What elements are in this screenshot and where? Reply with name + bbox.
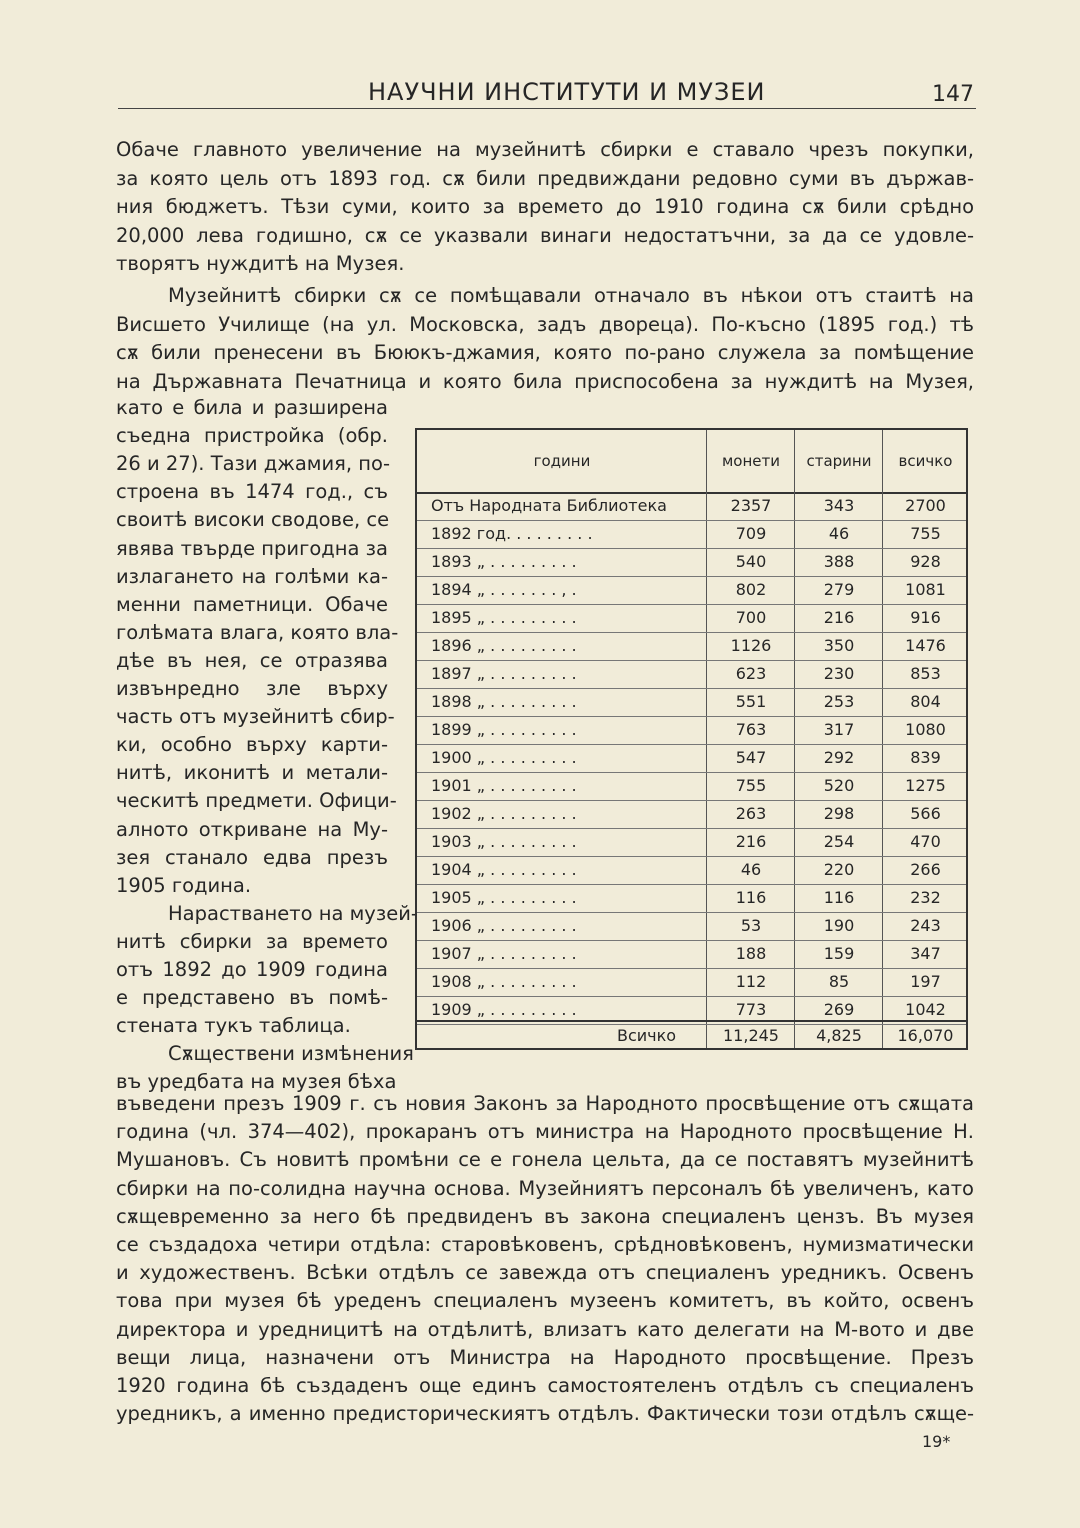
antiquities-cell: 520 [823,776,855,795]
row-label: 1896 „ . . . . . . . . . [431,636,577,655]
text-line: вещи лица, назначени отъ Министра на Народното просвѣщение. Презъ [116,1345,974,1369]
text-line: стената тукъ таблица. [116,1014,351,1038]
row-label: 1903 „ . . . . . . . . . [431,832,577,851]
text-line: сѫщевременно за него бѣ предвиденъ въ закона специаленъ цензъ. Въ музея [116,1204,974,1228]
text-line: сѫ били пренесени въ Бююкъ-джамия, която по-рано служела за помѣщение [116,341,974,364]
text-line: Музейнитѣ сбирки сѫ се помѣщавали отначало въ нѣкои отъ стаитѣ на [168,284,974,307]
text-line: излагането на голѣми ка- [116,564,388,588]
total-coins: 11,245 [723,1026,779,1045]
antiquities-cell: 254 [823,832,855,851]
text-line: е представено въ помѣ- [116,986,388,1010]
row-label: 1895 „ . . . . . . . . . [431,608,577,627]
coins-cell: 263 [735,804,767,823]
text-line: отъ 1892 до 1909 година [116,958,388,981]
antiquities-cell: 159 [823,944,855,963]
text-line: 26 и 27). Тази джамия, по- [116,452,391,476]
total-all: 16,070 [897,1026,954,1045]
coins-cell: 1126 [730,636,772,655]
antiquities-cell: 343 [823,496,855,515]
table-row [417,604,966,633]
table-row [417,856,966,885]
table-row [417,800,966,829]
coins-cell: 540 [735,552,767,571]
table-header-row [417,430,966,494]
museum-growth-table [415,428,968,1050]
text-line: въведени презъ 1909 г. съ новия Законъ за Народното просвѣщение отъ сѫщата [116,1092,974,1115]
row-label: 1898 „ . . . . . . . . . [431,692,577,711]
antiquities-cell: 279 [823,580,855,599]
running-header [118,78,976,109]
header-total: всичко [898,452,953,470]
text-line: Сѫществени измѣнения [168,1042,414,1066]
total-cell: 839 [910,748,941,767]
antiquities-cell: 298 [823,804,855,823]
total-cell: 243 [910,916,941,935]
coins-cell: 623 [735,664,767,683]
total-cell: 197 [910,972,941,991]
page-number: 147 [932,82,974,107]
table-row [417,716,966,745]
text-line: Нарастването на музей- [168,901,418,925]
coins-cell: 2357 [730,496,772,515]
text-line: часть отъ музейнитѣ сбир- [116,705,395,729]
row-label: 1907 „ . . . . . . . . . [431,944,577,963]
antiquities-cell: 46 [828,524,850,543]
text-line: уредникъ, а именно предисторическиятъ отдѣлъ. Фактически този отдѣлъ сѫще- [116,1402,974,1426]
table-row [417,688,966,717]
text-line: зея станало едва презъ [116,845,388,869]
header-title: НАУЧНИ ИНСТИТУТИ И МУЗЕИ [368,78,766,106]
table-row [417,660,966,689]
text-line: за която цель отъ 1893 год. сѫ били предвиждани редовно суми въ държав- [116,166,974,190]
text-line: Висшето Училище (на ул. Московска, задъ двореца). По-късно (1895 год.) тѣ [116,312,974,336]
text-line: менни паметници. Обаче [116,592,388,616]
header-coins: монети [721,452,780,470]
antiquities-cell: 292 [823,748,855,767]
total-cell: 1476 [905,636,946,655]
antiquities-cell: 220 [823,860,855,879]
total-cell: 1275 [905,776,946,795]
text-line: година (чл. 374—402), прокаранъ отъ министра на Народното просвѣщение Н. [116,1120,974,1144]
text-line: това при музея бѣ уреденъ специаленъ музеенъ комитетъ, въ който, освенъ [116,1289,974,1313]
text-line: извънредно зле върху [116,677,388,700]
table-row [417,828,966,857]
text-line: строена въ 1474 год., съ [116,480,388,504]
total-cell: 1042 [905,1000,946,1019]
text-line: нитѣ сбирки за времето [116,929,388,953]
antiquities-cell: 350 [823,636,855,655]
table-row [417,576,966,605]
coins-cell: 216 [735,832,767,851]
text-line: се създадоха четири отдѣла: старовѣковенъ, срѣдновѣковенъ, нумизматически [116,1233,974,1256]
row-label: 1893 „ . . . . . . . . . [431,552,577,571]
text-line: въ уредбата на музея бѣха [116,1070,397,1094]
text-line: ки, особно върху карти- [116,733,388,757]
text-line: Мушановъ. Съ новитѣ промѣни се е гонела цельта, да се поставятъ музейнитѣ [116,1148,974,1172]
total-cell: 916 [910,608,941,627]
signature-mark: 19* [922,1432,951,1451]
table-row [417,744,966,773]
total-cell: 266 [910,860,941,879]
total-cell: 2700 [905,496,946,515]
text-line: сбирки на по-солидна научна основа. Музейниятъ персоналъ бѣ увеличенъ, като [116,1176,974,1200]
antiquities-cell: 317 [823,720,855,739]
total-cell: 853 [910,664,941,683]
total-cell: 470 [910,832,941,851]
antiquities-cell: 269 [823,1000,855,1019]
coins-cell: 755 [735,776,767,795]
coins-cell: 763 [735,720,767,739]
text-line: ния бюджетъ. Тѣзи суми, които за времето до 1910 година сѫ били срѣдно [116,195,974,218]
text-line: и художественъ. Всѣки отдѣлъ се завежда отъ специаленъ уредникъ. Освенъ [116,1261,974,1285]
row-label: Отъ Народната Библиотека [431,496,667,515]
coins-cell: 53 [740,916,762,935]
coins-cell: 551 [735,692,767,711]
row-label: 1892 год. . . . . . . . . [431,524,593,543]
text-line: като е била и разширена [116,396,388,419]
antiquities-cell: 230 [823,664,855,683]
text-line: на Държавната Печатница и която била приспособена за нуждитѣ на Музея, [116,369,974,393]
text-line: явява твърде пригодна за [116,536,388,560]
text-line: 1905 година. [116,873,252,897]
row-label: 1897 „ . . . . . . . . . [431,664,577,683]
text-line: ческитѣ предмети. Офици- [116,789,397,813]
total-cell: 347 [910,944,941,963]
table-row [417,548,966,577]
text-line: творятъ нуждитѣ на Музея. [116,252,405,275]
row-label: 1902 „ . . . . . . . . . [431,804,577,823]
total-label: Всичко [617,1026,677,1045]
table-row [417,520,966,549]
coins-cell: 112 [735,972,767,991]
coins-cell: 46 [740,860,762,879]
coins-cell: 116 [735,888,767,907]
antiquities-cell: 116 [823,888,855,907]
coins-cell: 188 [735,944,767,963]
header-antiquities: старини [806,452,872,470]
antiquities-cell: 190 [823,916,855,935]
total-antiquities: 4,825 [816,1026,862,1045]
text-line: съедна пристройка (обр. [116,424,388,448]
coins-cell: 700 [735,608,767,627]
coins-cell: 547 [735,748,767,767]
antiquities-cell: 85 [828,972,850,991]
antiquities-cell: 253 [823,692,855,711]
total-cell: 755 [910,524,941,543]
total-cell: 1080 [905,720,946,739]
row-label: 1904 „ . . . . . . . . . [431,860,577,879]
text-line: Обаче главното увеличение на музейнитѣ сбирки е ставало чрезъ покупки, [116,138,974,161]
text-line: дѣе въ нея, се отразява [116,648,388,672]
text-line: алното откриване на Му- [116,817,388,841]
text-line: нитѣ, иконитѣ и метали- [116,761,388,785]
coins-cell: 802 [735,580,767,599]
table-row [417,912,966,941]
table-row [417,632,966,661]
total-cell: 566 [910,804,941,823]
row-label: 1900 „ . . . . . . . . . [431,748,577,767]
table-row [417,940,966,969]
antiquities-cell: 388 [823,552,855,571]
table-row [417,968,966,997]
row-label: 1909 „ . . . . . . . . . [431,1000,577,1019]
row-label: 1894 „ . . . . . . . , . [431,580,577,599]
total-cell: 232 [910,888,941,907]
text-line: директора и уредницитѣ на отдѣлитѣ, влизатъ като делегати на М-вото и две [116,1317,974,1341]
antiquities-cell: 216 [823,608,855,627]
text-line: 1920 година бѣ създаденъ още единъ самостоятеленъ отдѣлъ съ специаленъ [116,1374,974,1397]
table-row [417,884,966,913]
table-row [417,772,966,801]
table-total-row [417,1020,966,1050]
row-label: 1906 „ . . . . . . . . . [431,916,577,935]
row-label: 1908 „ . . . . . . . . . [431,972,577,991]
total-cell: 928 [910,552,941,571]
total-cell: 804 [910,692,941,711]
coins-cell: 773 [735,1000,767,1019]
text-line: голѣмата влага, която вла- [116,620,399,644]
text-line: своитѣ високи сводове, се [116,508,390,532]
table-row [417,492,966,521]
coins-cell: 709 [735,524,767,543]
row-label: 1901 „ . . . . . . . . . [431,776,577,795]
row-label: 1899 „ . . . . . . . . . [431,720,577,739]
row-label: 1905 „ . . . . . . . . . [431,888,577,907]
text-line: 20,000 лева годишно, сѫ се указвали винаги недостатъчни, за да се удовле- [116,223,974,247]
header-years: години [533,452,591,470]
total-cell: 1081 [905,580,946,599]
